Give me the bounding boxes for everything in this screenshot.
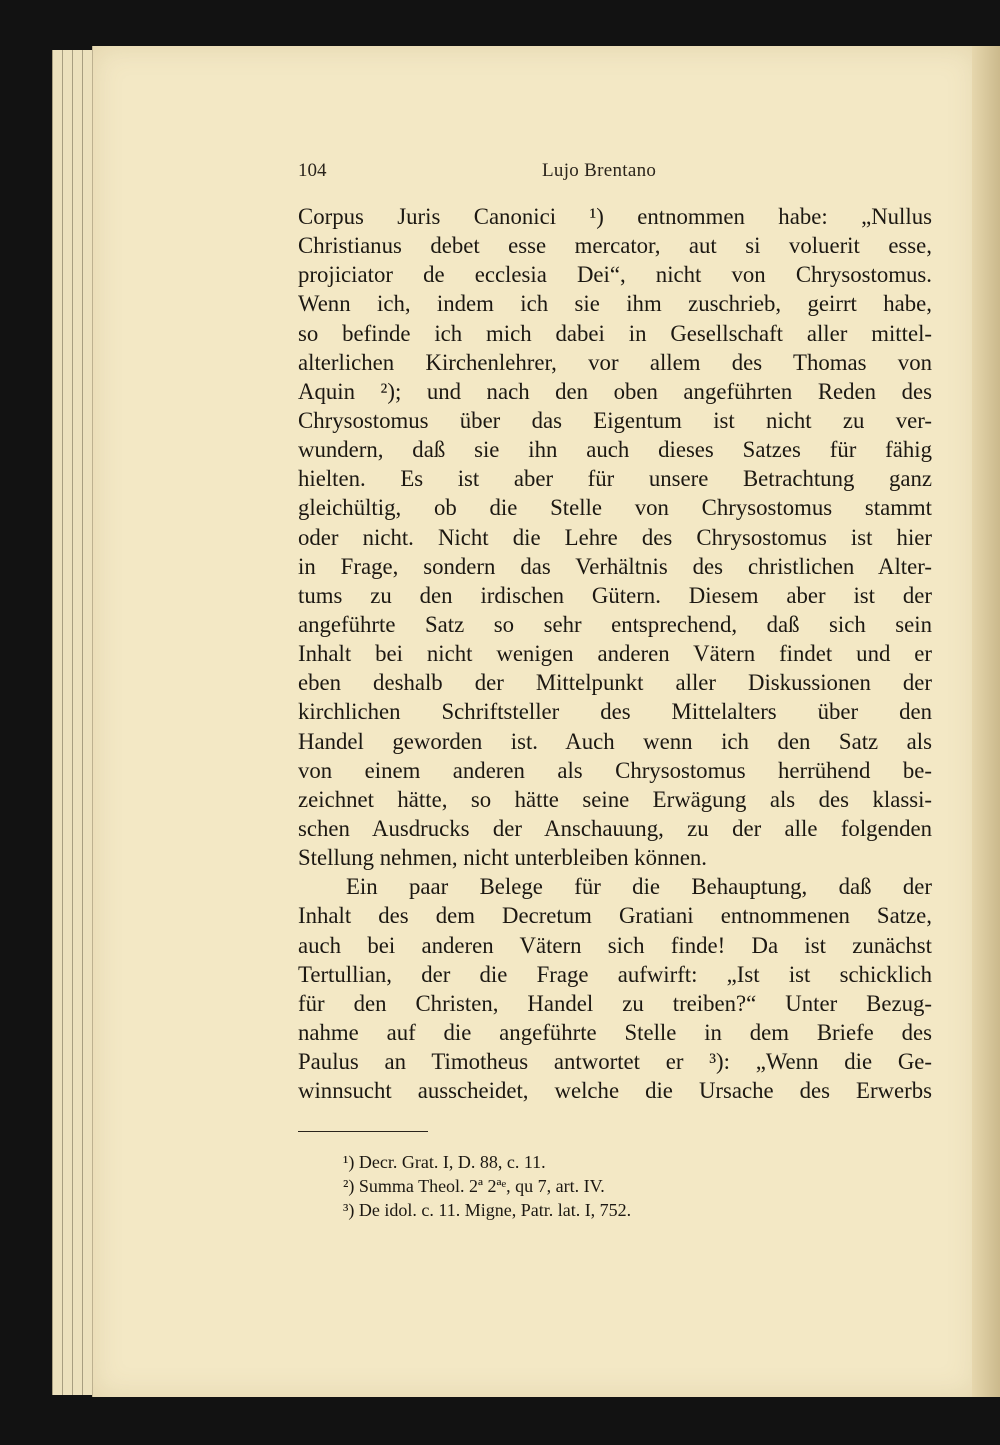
text-line: Inhalt des dem Decretum Gratiani entnommenen Satze,: [298, 903, 932, 929]
body-text: [298, 202, 932, 1105]
text-line: Handel geworden ist. Auch wenn ich den Satz als: [298, 728, 932, 754]
text-line: wundern, daß sie ihn auch dieses Satzes für fähig: [298, 437, 932, 463]
text-line: zeichnet hätte, so hätte seine Erwägung als des klassi-: [298, 786, 932, 812]
text-line: Corpus Juris Canonici ¹) entnommen habe: „Nullus: [298, 204, 932, 229]
text-line: kirchlichen Schriftsteller des Mittelalters über den: [298, 699, 932, 725]
text-line: winnsucht ausscheidet, welche die Ursache des Erwerbs: [298, 1078, 932, 1104]
running-head-author: Lujo Brentano: [542, 160, 657, 181]
text-line: Inhalt bei nicht wenigen anderen Vätern findet und er: [298, 641, 932, 667]
footnote-1: ¹) Decr. Grat. I, D. 88, c. 11.: [343, 1152, 546, 1172]
running-header: [298, 160, 930, 188]
text-line: tums zu den irdischen Gütern. Diesem aber ist der: [298, 582, 932, 608]
text-line: Paulus an Timotheus antwortet er ³): „Wenn die Ge-: [298, 1049, 932, 1075]
text-line: für den Christen, Handel zu treiben?“ Unter Bezug-: [298, 990, 932, 1016]
text-line: Aquin ²); und nach den oben angeführten Reden des: [298, 378, 932, 404]
text-line: nahme auf die angeführte Stelle in dem Briefe des: [298, 1019, 932, 1045]
text-line: schen Ausdrucks der Anschauung, zu der alle folgenden: [298, 815, 932, 841]
text-line: Chrysostomus über das Eigentum ist nicht zu ver-: [298, 407, 932, 433]
text-line: auch bei anderen Vätern sich finde! Da ist zunächst: [298, 932, 932, 958]
text-line: projiciator de ecclesia Dei“, nicht von Chrysostomus.: [298, 262, 932, 288]
text-line: von einem anderen als Chrysostomus herrühend be-: [298, 757, 932, 783]
page-number: 104: [298, 160, 327, 181]
footnote-separator: [298, 1131, 428, 1132]
text-line: oder nicht. Nicht die Lehre des Chrysostomus ist hier: [298, 524, 932, 550]
footnotes: [343, 1150, 863, 1222]
paragraph-start-line: Ein paar Belege für die Behauptung, daß der: [346, 874, 932, 900]
paragraph-end-line: Stellung nehmen, nicht unterbleiben können.: [298, 845, 707, 871]
footnote-2: ²) Summa Theol. 2ª 2ªᵉ, qu 7, art. IV.: [343, 1176, 605, 1196]
text-line: eben deshalb der Mittelpunkt aller Diskussionen der: [298, 670, 932, 696]
text-line: gleichültig, ob die Stelle von Chrysostomus stammt: [298, 495, 932, 521]
text-line: so befinde ich mich dabei in Gesellschaft aller mittel-: [298, 320, 932, 346]
text-line: hielten. Es ist aber für unsere Betrachtung ganz: [298, 466, 932, 492]
text-line: angeführte Satz so sehr entsprechend, daß sich sein: [298, 611, 932, 637]
text-line: Christianus debet esse mercator, aut si voluerit esse,: [298, 233, 932, 259]
text-line: Tertullian, der die Frage aufwirft: „Ist ist schicklich: [298, 961, 932, 987]
text-line: in Frage, sondern das Verhältnis des christlichen Alter-: [298, 553, 932, 579]
text-line: Wenn ich, indem ich sie ihm zuschrieb, geirrt habe,: [298, 291, 932, 317]
page-gutter: [972, 46, 1000, 1397]
footnote-3: ³) De idol. c. 11. Migne, Patr. lat. I, 752.: [343, 1200, 632, 1220]
text-line: alterlichen Kirchenlehrer, vor allem des Thomas von: [298, 349, 932, 375]
